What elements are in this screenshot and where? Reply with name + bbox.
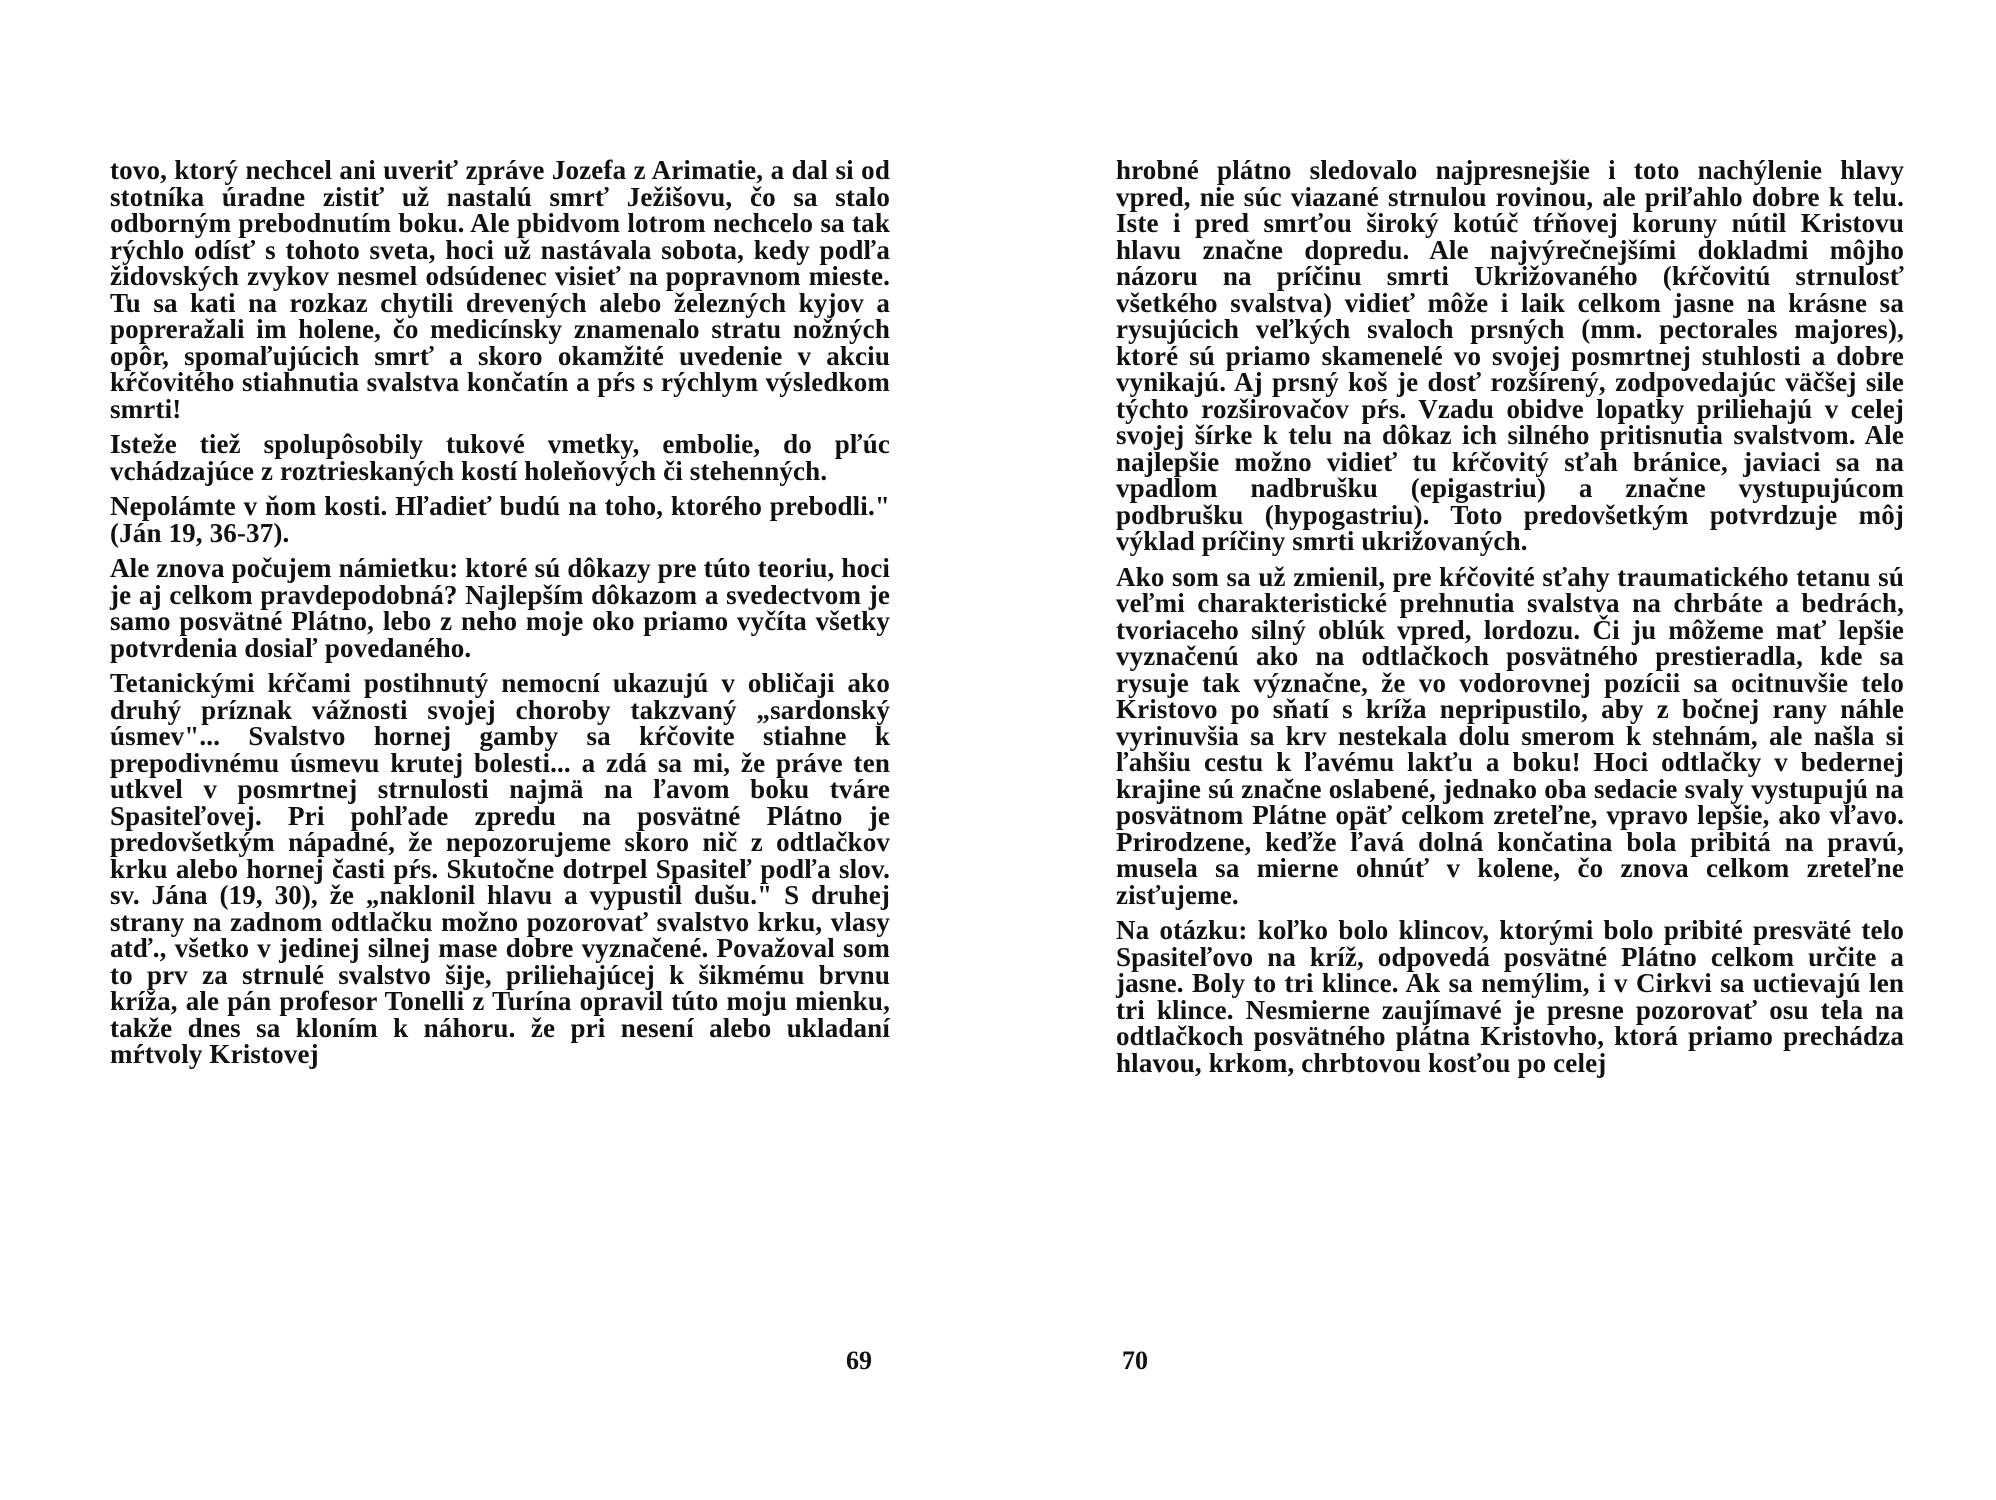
page-number-left: 69 [846,1346,872,1375]
paragraph: Ale znova počujem námietku: ktoré sú dôkazy pre túto teoriu, hoci je aj celkom pravdepodobná? Najlepším dôkazom a svedectvom je samo posvätné Plátno, lebo z neho moje oko priamo vyčíta všetky potvrdenia dosiaľ povedaného. [110,553,890,663]
paragraph: tovo, ktorý nechcel ani uveriť zpráve Jozefa z Arimatie, a dal si od stotníka úradne zistiť už nastalú smrť Ježišovu, čo sa stalo odborným prebodnutím boku. Ale pbidvom lotrom nechcelo sa tak rýchlo odísť s tohoto sveta, hoci už nastávala sobota, kedy podľa židovských zvykov nesmel odsúdenec visieť na popravnom mieste. Tu sa kati na rozkaz chytili drevených alebo železných kyjov a popreražali im holene, čo medicínsky znamenalo stratu nožných opôr, spomaľujúcich smrť a skoro okamžité uvedenie v akciu kŕčovitého stiahnutia svalstva končatín a pŕs s rýchlym výsledkom smrti! [110,155,890,424]
paragraph: Ako som sa už zmienil, pre kŕčovité sťahy traumatického tetanu sú veľmi charakteristické prehnutia svalstva na chrbáte a bedrách, tvoriaceho silný oblúk vpred, lordozu. Či ju môžeme mať lepšie vyznačenú ako na odtlačkoch posvätného prestieradla, kde sa rysuje tak význačne, že vo vodorovnej pozícii sa ocitnuvšie telo Kristovo po sňatí s kríža nepripustilo, aby z bočnej rany náhle vyrinuvšia sa krv nestekala dolu smerom k stehnám, ale našla si ľahšiu cestu k ľavému lakťu a boku! Hoci odtlačky v bedernej krajine sú značne oslabené, jednako oba sedacie svaly vystupujú na posvätnom Plátne opäť celkom zreteľne, vpravo lepšie, ako vľavo. Prirodzene, keďže ľavá dolná končatina bola pribitá na pravú, musela sa mierne ohnúť v kolene, čo znova celkom zreteľne zisťujeme. [1116,561,1904,910]
paragraph: Nepolámte v ňom kosti. Hľadieť budú na toho, ktorého prebodli." (Ján 19, 36-37). [110,491,890,548]
paragraph: Isteže tiež spolupôsobily tukové vmetky, embolie, do pľúc vchádzajúce z roztrieskaných kostí holeňových či stehenných. [110,429,890,486]
left-page-text [110,157,890,1077]
paragraph: hrobné plátno sledovalo najpresnejšie i toto nachýlenie hlavy vpred, nie súc viazané strnulou rovinou, ale priľahlo dobre k telu. Iste i pred smrťou široký kotúč tŕňovej koruny nútil Kristovu hlavu značne dopredu. Ale najvýrečnejšími dokladmi môjho názoru na príčinu smrti Ukrižovaného (kŕčovitú strnulosť všetkého svalstva) vidieť môže i laik celkom jasne na krásne sa rysujúcich veľkých svaloch prsných (mm. pectorales majores), ktoré sú priamo skamenelé vo svojej posmrtnej stuhlosti a dobre vynikajú. Aj prsný koš je dosť rozšírený, zodpovedajúc väčšej sile týchto rozširovačov pŕs. Vzadu obidve lopatky priliehajú v celej svojej šírke k telu na dôkaz ich silného pritisnutia svalstvom. Ale najlepšie možno vidieť tu kŕčovitý sťah bránice, javiaci sa na vpadlom nadbrušku (epigastriu) a značne vystupujúcom podbrušku (hypogastriu). Toto predovšetkým potvrdzuje môj výklad príčiny smrti ukrižovaných. [1116,155,1904,556]
right-page [998,0,1996,1500]
paragraph: Na otázku: koľko bolo klincov, ktorými bolo pribité presväté telo Spasiteľovo na kríž, odpovedá posvätné Plátno celkom určite a jasne. Boly to tri klince. Ak sa nemýlim, i v Cirkvi sa uctievajú len tri klince. Nesmierne zaujímavé je presne pozorovať osu tela na odtlačkoch posvätného plátna Kristovho, ktorá priamo prechádza hlavou, krkom, chrbtovou kosťou po celej [1116,915,1904,1078]
page-number-right: 70 [1122,1346,1148,1375]
right-page-text [1116,157,1904,1085]
paragraph: Tetanickými kŕčami postihnutý nemocní ukazujú v obličaji ako druhý príznak vážnosti svojej choroby takzvaný „sardonský úsmev"... Svalstvo hornej gamby sa kŕčovite stiahne k prepodivnému úsmevu krutej bolesti... a zdá sa mi, že práve ten utkvel v posmrtnej strnulosti najmä na ľavom boku tváre Spasiteľovej. Pri pohľade zpredu na posvätné Plátno je predovšetkým nápadné, že nepozorujeme skoro nič z odtlačkov krku alebo hornej časti pŕs. Skutočne dotrpel Spasiteľ podľa slov. sv. Jána (19, 30), že „naklonil hlavu a vypustil dušu." S druhej strany na zadnom odtlačku možno pozorovať svalstvo krku, vlasy atď., všetko v jedinej silnej mase dobre vyznačené. Považoval som to prv za strnulé svalstvo šije, priliehajúcej k šikmému brvnu kríža, ale pán profesor Tonelli z Turína opravil túto moju mienku, takže dnes sa kloním k náhoru. že pri nesení alebo ukladaní mŕtvoly Kristovej [110,668,890,1069]
